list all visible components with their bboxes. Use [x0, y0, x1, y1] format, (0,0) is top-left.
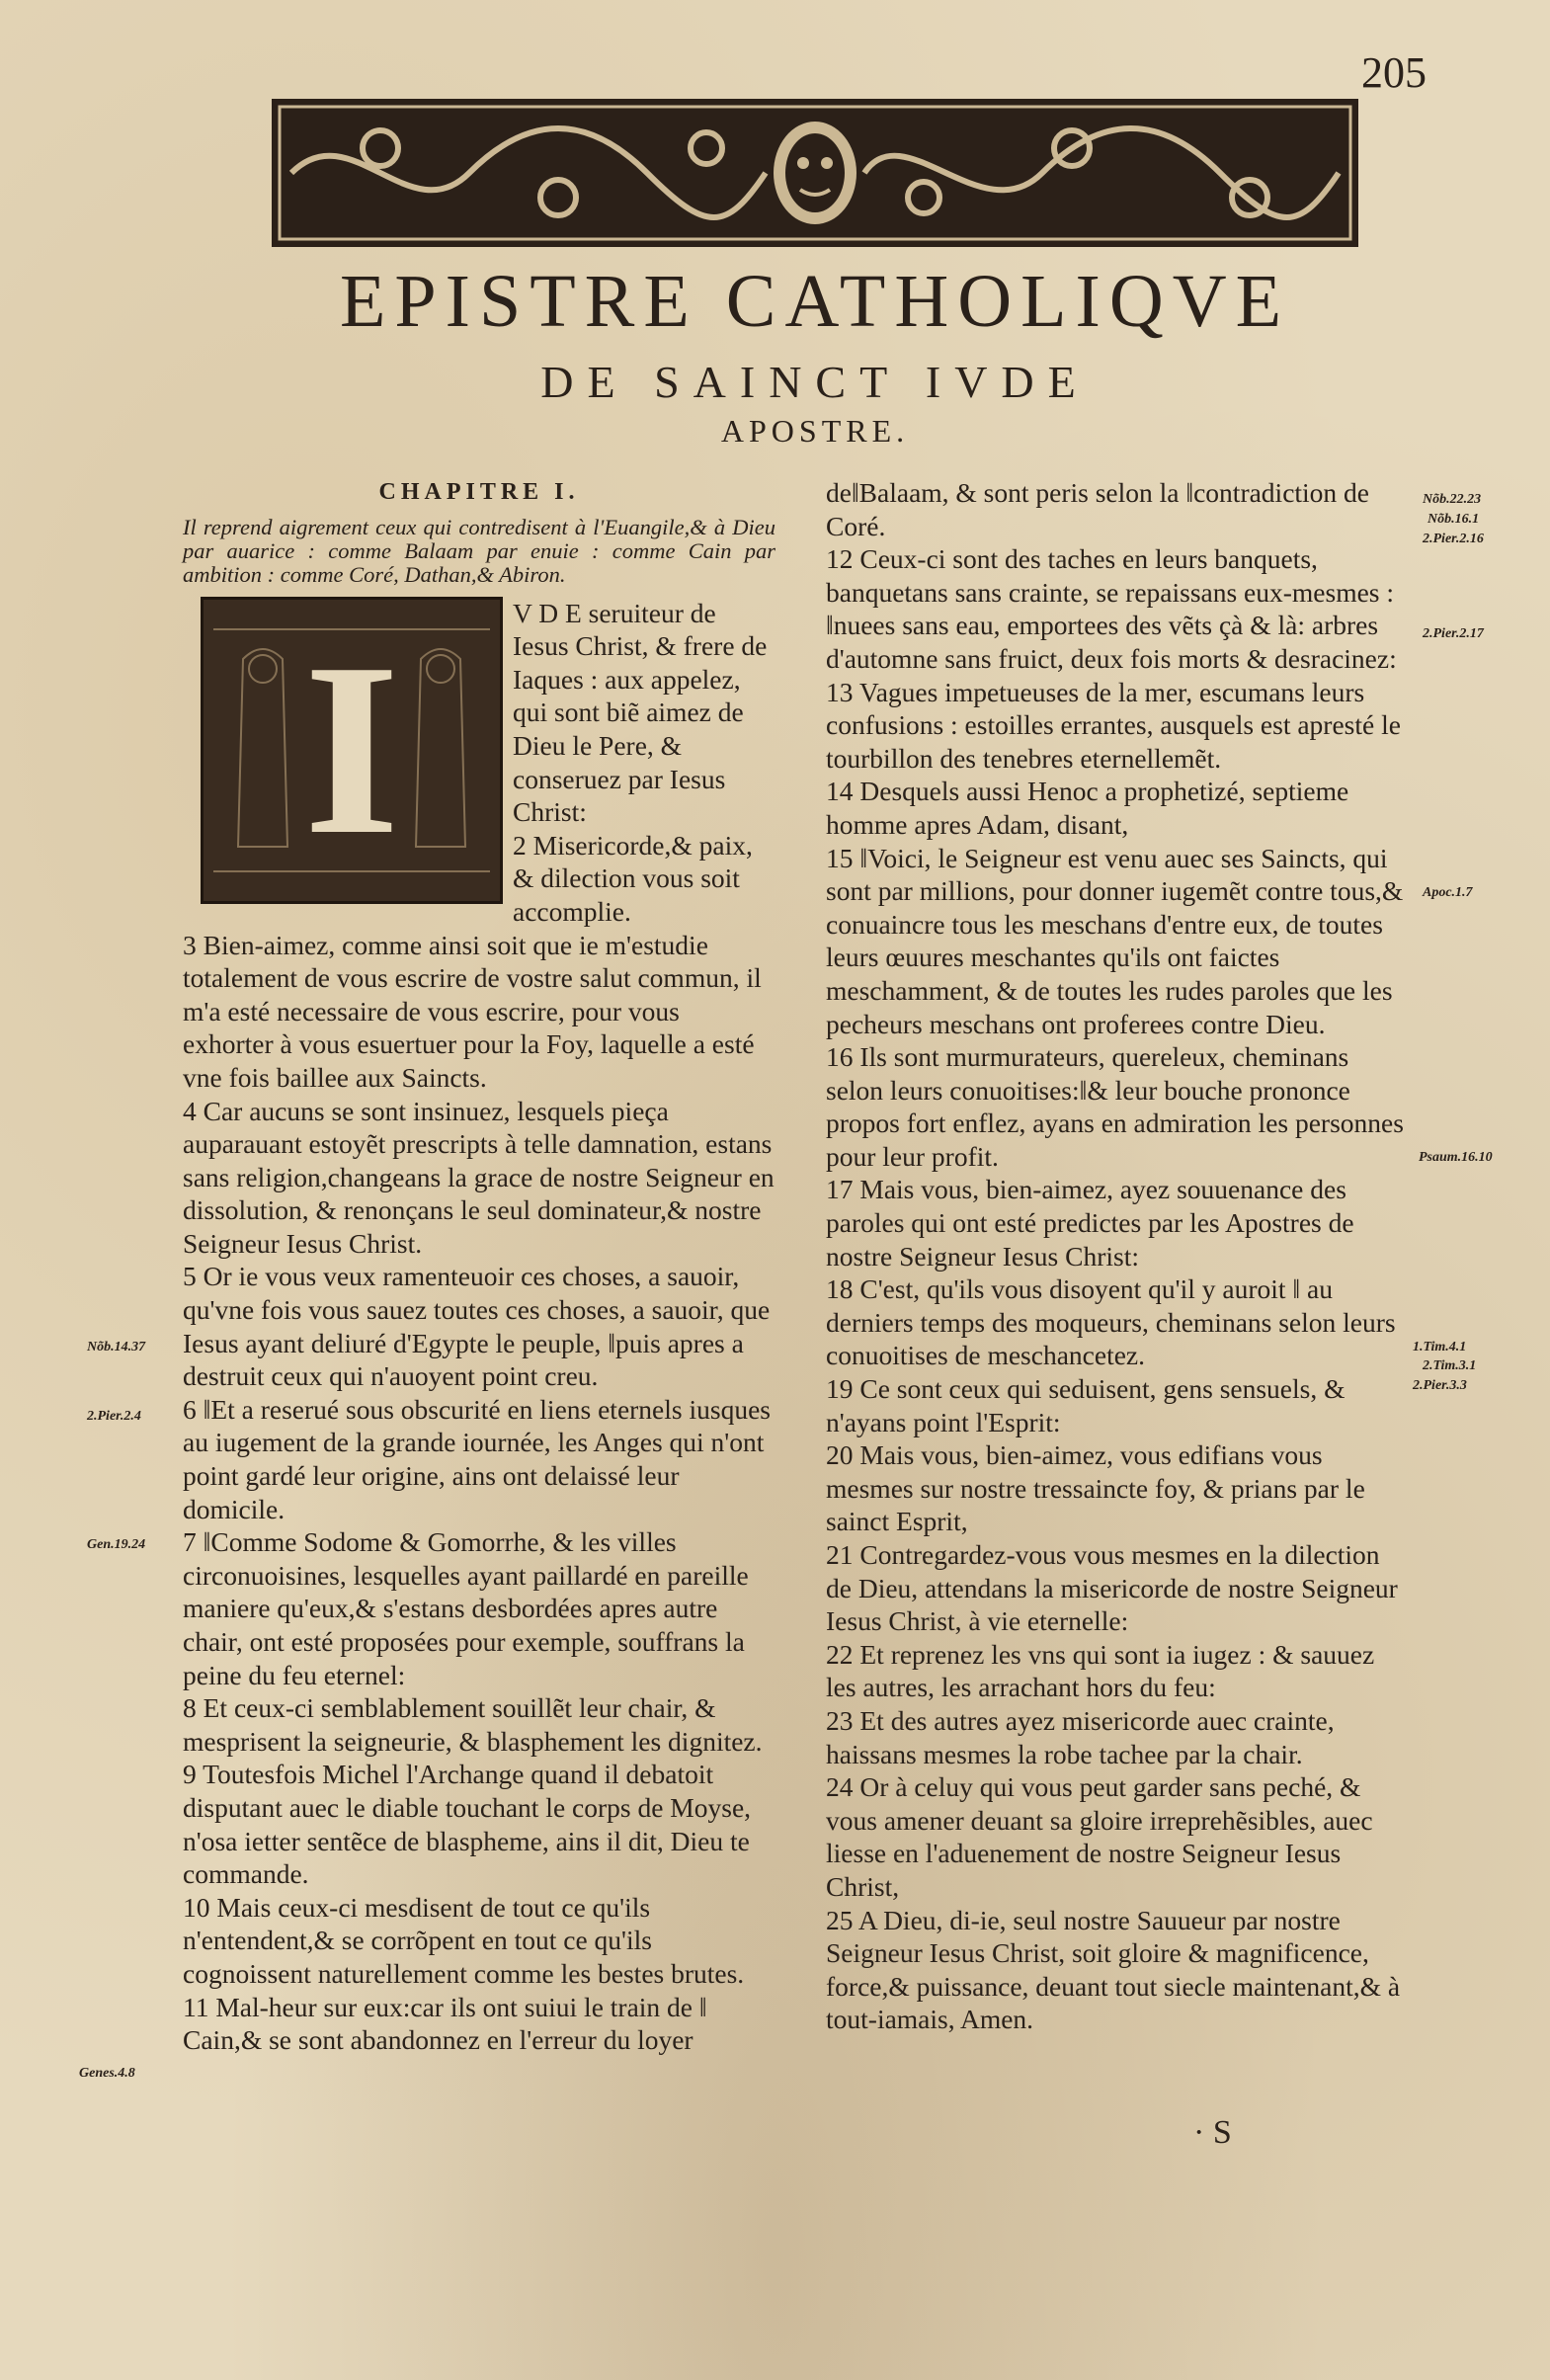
epistle-title: EPISTRE CATHOLIQVE [339, 260, 1291, 343]
verse: 10 Mais ceux-ci mesdisent de tout ce qu'ils n'entendent,& se corrõpent en tout ce qu'ils cognoissent naturellement comme les bestes brutes. [183, 1891, 745, 1989]
dropcap-letter: I [303, 613, 400, 887]
margin-note: 2.Tim.3.1 [1423, 1358, 1477, 1373]
verse: 4 Car aucuns se sont insinuez, lesquels pieça auparauant estoyẽt prescripts à telle damnation, estans sans religion,changeans la grace de nostre Seigneur en dissolution, & renonçans le seul dominateur,& nostre Seigneur Iesus Christ. [183, 1095, 775, 1259]
ornamental-headpiece [272, 99, 1358, 247]
margin-note: Gen.19.24 [87, 1537, 146, 1552]
verse: 2 Misericorde,& paix, & dilection vous soit accomplie. [513, 829, 753, 927]
margin-note: Psaum.16.10 [1419, 1150, 1493, 1165]
epistle-role: APOSTRE. [720, 413, 910, 449]
page-number: 205 [1361, 48, 1427, 97]
verse: 19 Ce sont ceux qui seduisent, gens sensuels, & n'ayans point l'Esprit: [826, 1373, 1346, 1437]
verse: 21 Contregardez-vous vous mesmes en la dilection de Dieu, attendans la misericorde de nostre Seigneur Iesus Christ, à vie eternelle: [826, 1539, 1398, 1637]
right-column [826, 476, 1407, 2036]
verse: 22 Et reprenez les vns qui sont ia iugez : & sauuez les autres, les arrachant hors du feu: [826, 1638, 1375, 1703]
verse: 14 Desquels aussi Henoc a prophetizé, septieme homme apres Adam, disant, [826, 776, 1349, 840]
signature-mark: · S [1193, 2114, 1232, 2151]
chapter-heading: CHAPITRE I. [378, 479, 580, 505]
verse: 13 Vagues impetueuses de la mer, escumans leurs confusions : estoilles errantes, ausquels est apresté le tourbillon des tenebres eternellemẽt. [826, 676, 1401, 774]
verse: 16 Ils sont murmurateurs, quereleux, cheminans selon leurs conuoitises:‖& leur bouche prononce propos fort enflez, ayans en admiration les personnes pour leur profit. [826, 1041, 1404, 1172]
verse: de‖Balaam, & sont peris selon la ‖contradiction de Coré. [826, 477, 1370, 541]
verse: 25 A Dieu, di-ie, seul nostre Sauueur par nostre Seigneur Iesus Christ, soit gloire & magnificence, force,& puissance, deuant tout siecle maintenant,& à tout-iamais, Amen. [826, 1904, 1401, 2035]
margin-note: 1.Tim.4.1 [1413, 1340, 1467, 1354]
margin-note: Nõb.22.23 [1423, 492, 1482, 507]
margin-note: 2.Pier.2.16 [1423, 532, 1484, 546]
decorated-initial [201, 597, 503, 904]
verse: V D E seruiteur de Iesus Christ, & frere de Iaques : aux appelez, qui sont biẽ aimez de Dieu le Pere, & conseruez par Iesus Christ: [513, 597, 768, 828]
verse: 15 ‖Voici, le Seigneur est venu auec ses Saincts, qui sont par millions, pour donner iugemẽt contre tous,& conuaincre tous les meschans d'entre eux, de toutes leurs œuures meschantes qu'ils ont faictes meschamment, & de toutes les rudes paroles que les pecheurs meschans ont proferees contre Dieu. [826, 842, 1404, 1039]
verse: 12 Ceux-ci sont des taches en leurs banquets, banquetans sans crainte, se repaissans eux-mesmes : ‖nuees sans eau, emportees des vẽts çà & là: arbres d'automne sans fruict, deux fois morts & desracinez: [826, 543, 1397, 674]
left-column [183, 476, 775, 2057]
verse: 7 ‖Comme Sodome & Gomorrhe, & les villes circonuoisines, lesquelles ayant paillardé en pareille maniere qu'eux,& s'estans desbordées apres autre chair, ont esté proposées pour exemple, souffrans la peine du feu eternel: [183, 1526, 749, 1690]
margin-note: Nõb.16.1 [1428, 512, 1480, 527]
verse: 11 Mal-heur sur eux:car ils ont suiui le train de ‖ Cain,& se sont abandonnez en l'erreur du loyer [183, 1991, 707, 2056]
epistle-subtitle: DE SAINCT IVDE [540, 357, 1090, 407]
verse: 5 Or ie vous veux ramenteuoir ces choses, a sauoir, qu'vne fois vous sauez toutes ces choses, a sauoir, que Iesus ayant deliuré d'Egypte le peuple, ‖puis apres a destruit ceux qui n'auoyent point creu. [183, 1261, 771, 1392]
headpiece-ornament [272, 99, 1358, 247]
chapter-summary: Il reprend aigrement ceux qui contredisent à l'Euangile,& à Dieu par auarice : comme Balaam par enuie : comme Cain par ambition : comme Coré, Dathan,& Abiron. [183, 514, 775, 587]
margin-note: 2.Pier.2.4 [87, 1409, 141, 1424]
verse: 3 Bien-aimez, comme ainsi soit que ie m'estudie totalement de vous escrire de vostre salut commun, il m'a esté necessaire de vous escrire, pour vous exhorter à vous esuertuer pour la Foy, laquelle a esté vne fois baillee aux Saincts. [183, 929, 762, 1093]
verse: 8 Et ceux-ci semblablement souillẽt leur chair, & mesprisent la seigneurie, & blasphement les dignitez. [183, 1692, 763, 1757]
margin-note: Apoc.1.7 [1423, 885, 1473, 900]
verse: 20 Mais vous, bien-aimez, vous edifians vous mesmes sur nostre tressaincte foy, & prians par le sainct Esprit, [826, 1439, 1365, 1537]
margin-note: 2.Pier.2.17 [1423, 626, 1484, 641]
verse: 23 Et des autres ayez misericorde auec crainte, haissans mesmes la robe tachee par la chair. [826, 1704, 1335, 1769]
margin-note: Nõb.14.37 [87, 1340, 146, 1354]
verse: 6 ‖Et a reserué sous obscurité en liens eternels iusques au iugement de la grande iournée, les Anges qui n'ont point gardé leur origine, ains ont delaissé leur domicile. [183, 1393, 771, 1524]
verse: 9 Toutesfois Michel l'Archange quand il debatoit disputant auec le diable touchant le corps de Moyse, n'osa ietter sentẽce de blaspheme, ains il dit, Dieu te commande. [183, 1759, 752, 1890]
verse: 18 C'est, qu'ils vous disoyent qu'il y auroit ‖ au derniers temps des moqueurs, cheminans selon leurs conuoitises de meschancetez. [826, 1273, 1396, 1371]
margin-note: 2.Pier.3.3 [1413, 1378, 1467, 1393]
margin-note: Genes.4.8 [79, 2066, 135, 2081]
verse: 24 Or à celuy qui vous peut garder sans peché, & vous amener deuant sa gloire irreprehẽsibles, auec liesse en l'aduenement de nostre Seigneur Iesus Christ, [826, 1771, 1373, 1902]
verse: 17 Mais vous, bien-aimez, ayez souuenance des paroles qui ont esté predictes par les Apostres de nostre Seigneur Iesus Christ: [826, 1174, 1354, 1272]
